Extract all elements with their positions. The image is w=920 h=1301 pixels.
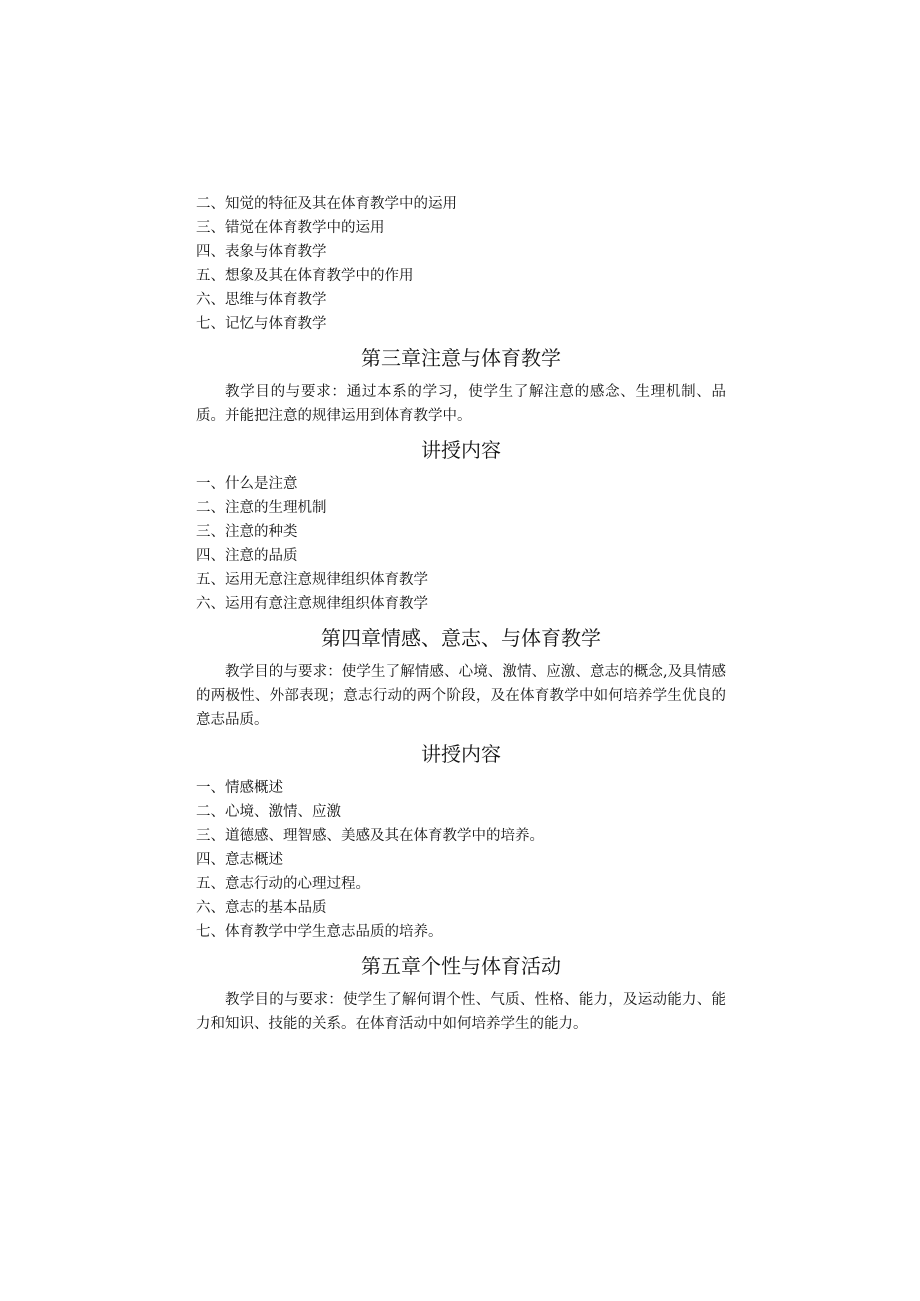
chapter-5-objective: 教学目的与要求：使学生了解何谓个性、气质、性格、能力，及运动能力、能力和知识、技能的关系。在体育活动中如何培养学生的能力。 [196,992,726,1032]
list-item: 七、体育教学中学生意志品质的培养。 [196,924,443,940]
previous-section-list [196,192,726,336]
list-item: 四、意志概述 [196,852,283,868]
chapter-5-title: 第五章个性与体育活动 [361,954,561,978]
list-item: 四、表象与体育教学 [196,244,327,260]
list-item: 一、情感概述 [196,780,283,796]
chapter-3-objective: 教学目的与要求：通过本系的学习，使学生了解注意的感念、生理机制、品质。并能把注意的规律运用到体育教学中。 [196,384,726,424]
chapter-4-content-list [196,776,726,944]
document-body [196,192,726,1036]
list-item: 一、什么是注意 [196,476,298,492]
list-item: 二、心境、激情、应激 [196,804,341,820]
list-item: 三、错觉在体育教学中的运用 [196,220,385,236]
list-item: 七、记忆与体育教学 [196,316,327,332]
chapter-3-content-list [196,472,726,616]
list-item: 二、知觉的特征及其在体育教学中的运用 [196,196,457,212]
chapter-4-title: 第四章情感、意志、与体育教学 [321,626,601,650]
list-item: 二、注意的生理机制 [196,500,327,516]
chapter-4-content-heading: 讲授内容 [421,742,501,766]
list-item: 五、运用无意注意规律组织体育教学 [196,572,428,588]
list-item: 五、意志行动的心理过程。 [196,876,370,892]
list-item: 四、注意的品质 [196,548,298,564]
chapter-3-content-heading: 讲授内容 [421,438,501,462]
chapter-4-objective: 教学目的与要求：使学生了解情感、心境、激情、应激、意志的概念,及具情感的两极性、外部表现；意志行动的两个阶段，及在体育教学中如何培养学生优良的意志品质。 [196,664,726,728]
list-item: 三、注意的种类 [196,524,298,540]
list-item: 六、运用有意注意规律组织体育教学 [196,596,428,612]
chapter-3-title: 第三章注意与体育教学 [361,346,561,370]
list-item: 三、道德感、理智感、美感及其在体育教学中的培养。 [196,828,544,844]
list-item: 六、意志的基本品质 [196,900,327,916]
list-item: 六、思维与体育教学 [196,292,327,308]
list-item: 五、想象及其在体育教学中的作用 [196,268,414,284]
